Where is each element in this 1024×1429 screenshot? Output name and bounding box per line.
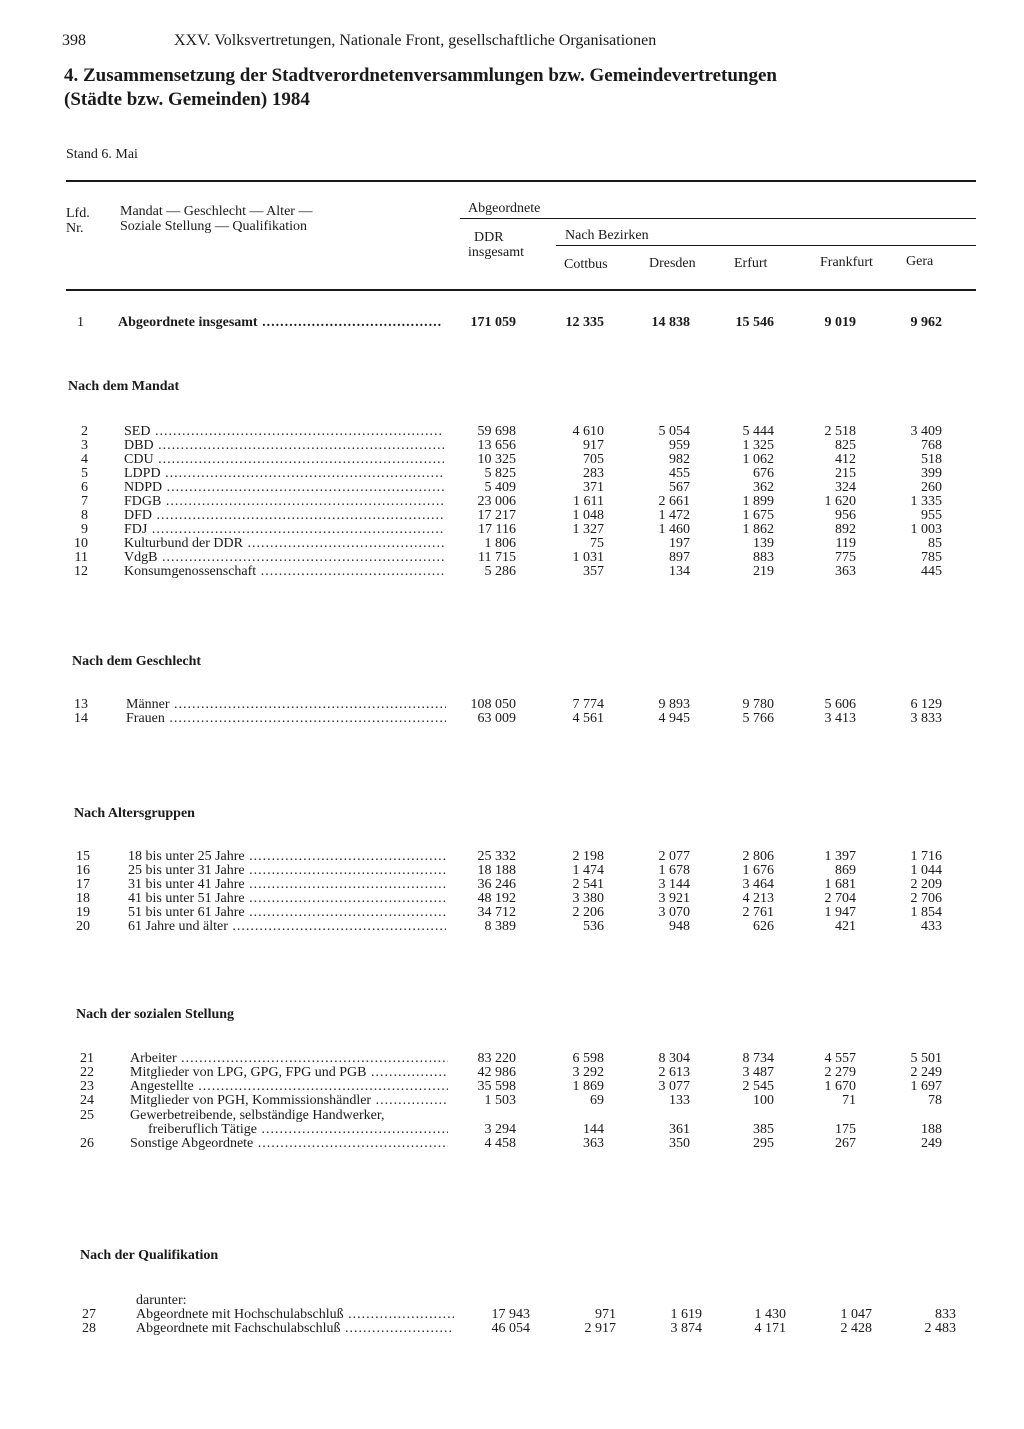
table-row: 5 LDPD ..... 5 825 283 455 676 215 399 — [0, 466, 1024, 481]
table-row: 16 25 bis unter 31 Jahre ..... 18 188 1 474 1 678 1 676 869 1 044 — [0, 863, 1024, 878]
section-title-qualifikation: Nach der Qualifikation — [80, 1248, 219, 1263]
table-row: 9 FDJ ..... 17 116 1 327 1 460 1 862 892 1 003 — [0, 522, 1024, 537]
table-row: 7 FDGB ..... 23 006 1 611 2 661 1 899 1 620 1 335 — [0, 494, 1024, 509]
table-row: 21 Arbeiter ..... 83 220 6 598 8 304 8 734 4 557 5 501 — [0, 1051, 1024, 1066]
table-row: 14 Frauen ..... 63 009 4 561 4 945 5 766 3 413 3 833 — [0, 711, 1024, 726]
table-row: 25 Gewerbetreibende, selbständige Handwerker, — [80, 1108, 385, 1123]
header-district-frankfurt: Frankfurt — [820, 255, 873, 270]
table-row: 23 Angestellte ..... 35 598 1 869 3 077 2 545 1 670 1 697 — [0, 1079, 1024, 1094]
section-title-soziale-stellung: Nach der sozialen Stellung — [76, 1007, 235, 1022]
running-head — [62, 32, 656, 50]
abgeordnete-rule — [460, 218, 976, 219]
header-bottom-rule — [66, 289, 976, 291]
table-row: 6 NDPD ..... 5 409 371 567 362 324 260 — [0, 480, 1024, 495]
page-number: 398 — [62, 32, 86, 49]
header-ddr-insgesamt: DDR insgesamt — [468, 230, 524, 260]
table-row: 26 Sonstige Abgeordnete ..... 4 458 363 350 295 267 249 — [0, 1136, 1024, 1151]
header-district-gera: Gera — [906, 254, 934, 269]
header-description: Mandat — Geschlecht — Alter — Soziale Stellung — Qualifikation — [120, 204, 313, 234]
table-row: 15 18 bis unter 25 Jahre ..... 25 332 2 198 2 077 2 806 1 397 1 716 — [0, 849, 1024, 864]
reference-date: Stand 6. Mai — [66, 147, 138, 162]
table-row: 19 51 bis unter 61 Jahre ..... 34 712 2 206 3 070 2 761 1 947 1 854 — [0, 905, 1024, 920]
table-title — [64, 64, 944, 112]
header-district-erfurt: Erfurt — [734, 256, 768, 271]
header-abgeordnete: Abgeordnete — [468, 201, 541, 216]
header-district-dresden: Dresden — [649, 256, 696, 271]
section-title-geschlecht: Nach dem Geschlecht — [72, 654, 202, 669]
table-row: 18 41 bis unter 51 Jahre ..... 48 192 3 380 3 921 4 213 2 704 2 706 — [0, 891, 1024, 906]
table-row: 8 DFD ..... 17 217 1 048 1 472 1 675 956 955 — [0, 508, 1024, 523]
header-district-cottbus: Cottbus — [564, 257, 608, 272]
table-row: 17 31 bis unter 41 Jahre ..... 36 246 2 541 3 144 3 464 1 681 2 209 — [0, 877, 1024, 892]
chapter-title: XXV. Volksvertretungen, Nationale Front, gesellschaftliche Organisationen — [174, 32, 657, 49]
table-row: darunter: — [136, 1293, 187, 1308]
table-row: 24 Mitglieder von PGH, Kommissionshändler ..... 1 503 69 133 100 71 78 — [0, 1093, 1024, 1108]
table-row-total: 1 Abgeordnete insgesamt ..... 171 059 12 335 14 838 15 546 9 019 9 962 — [0, 315, 1024, 330]
table-row: 13 Männer ..... 108 050 7 774 9 893 9 780 5 606 6 129 — [0, 697, 1024, 712]
table-row: 20 61 Jahre und älter ..... 8 389 536 948 626 421 433 — [0, 919, 1024, 934]
table-row: 28 Abgeordnete mit Fachschulabschluß ..... 46 054 2 917 3 874 4 171 2 428 2 483 — [0, 1321, 1024, 1336]
table-row: 22 Mitglieder von LPG, GPG, FPG und PGB ..... 42 986 3 292 2 613 3 487 2 279 2 249 — [0, 1065, 1024, 1080]
table-row: 2 SED ..... 59 698 4 610 5 054 5 444 2 518 3 409 — [0, 424, 1024, 439]
table-title-line-2: (Städte bzw. Gemeinden) 1984 — [64, 89, 310, 110]
table-row: 12 Konsumgenossenschaft ..... 5 286 357 134 219 363 445 — [0, 564, 1024, 579]
section-title-altersgruppen: Nach Altersgruppen — [74, 806, 195, 821]
table-title-line-1: 4. Zusammensetzung der Stadtverordnetenversammlungen bzw. Gemeindevertretungen — [64, 65, 777, 86]
section-title-mandat: Nach dem Mandat — [68, 379, 180, 394]
top-rule — [66, 180, 976, 182]
table-row: freiberuflich Tätige ..... 3 294 144 361 385 175 188 — [0, 1122, 1024, 1137]
table-row: 27 Abgeordnete mit Hochschulabschluß ..... 17 943 971 1 619 1 430 1 047 833 — [0, 1307, 1024, 1322]
bezirke-rule — [556, 245, 976, 246]
table-row: 11 VdgB ..... 11 715 1 031 897 883 775 785 — [0, 550, 1024, 565]
header-nach-bezirken: Nach Bezirken — [565, 228, 649, 243]
table-row: 4 CDU ..... 10 325 705 982 1 062 412 518 — [0, 452, 1024, 467]
table-row: 10 Kulturbund der DDR ..... 1 806 75 197 139 119 85 — [0, 536, 1024, 551]
table-row: 3 DBD ..... 13 656 917 959 1 325 825 768 — [0, 438, 1024, 453]
header-lfd-nr: Lfd. Nr. — [66, 206, 90, 236]
